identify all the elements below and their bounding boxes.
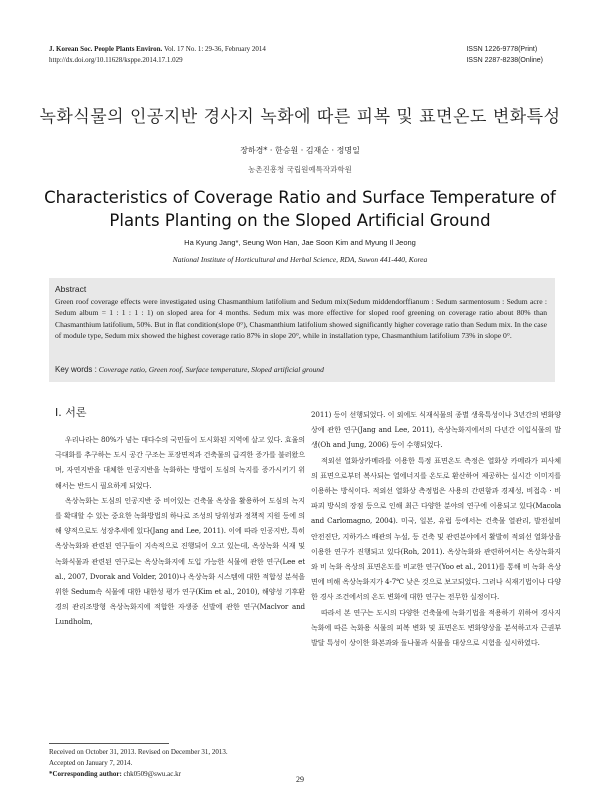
page-number: 29 bbox=[296, 775, 304, 784]
abstract-heading: Abstract bbox=[55, 284, 87, 294]
journal-header bbox=[49, 44, 266, 66]
corresponding-email[interactable]: chk0509@swu.ac.kr bbox=[123, 770, 181, 778]
journal-date: February 2014 bbox=[224, 45, 266, 53]
issn-block bbox=[466, 44, 543, 66]
left-column bbox=[55, 432, 305, 630]
intro-paragraph-4: 따라서 본 연구는 도시의 다양한 건축물에 녹화기법을 적용하기 위하여 경사지 녹화에 따른 녹화용 식물의 피복 변화 및 표면온도 변화양상을 분석하고자 근권부 발달 특성이 상이한 화본과와 돌나물과 식물을 대상으로 시험을 실시하였다. bbox=[311, 607, 561, 648]
issn-online: ISSN 2287-8238(Online) bbox=[466, 57, 543, 64]
english-authors: Ha Kyung Jang*, Seung Won Han, Jae Soon Kim and Myung Il Jeong bbox=[184, 238, 416, 247]
english-title bbox=[30, 186, 570, 232]
received-note: Received on October 31, 2013. Revised on December 31, 2013. bbox=[49, 748, 228, 756]
keywords-label: Key words : bbox=[55, 365, 97, 374]
intro-paragraph-1: 우리나라는 80%가 넘는 대다수의 국민들이 도시화된 지역에 살고 있다. 효율의 극대화를 추구하는 도시 공간 구조는 포장면적과 건축물의 급격한 증가를 불러왔으며, 자연지반을 대체한 인공지반을 녹화하는 방법이 도심의 녹지를 증가시키기 위해서는 반드시 필요하게 되었다. bbox=[55, 435, 305, 490]
intro-paragraph-continued: 2011) 등이 선행되었다. 이 외에도 식재식물의 종별 생육특성이나 3년간의 변화양상에 관한 연구(Jang and Lee, 2011), 옥상녹화지에서의 다년간 이입식물의 발생(Oh and Jung, 2006) 등이 수행되었다. bbox=[311, 410, 561, 450]
doi-link[interactable]: http://dx.doi.org/10.11628/ksppe.2014.17.1.029 bbox=[49, 56, 183, 64]
english-title-line2: Plants Planting on the Sloped Artificial Ground bbox=[109, 211, 491, 230]
abstract-text: Green roof coverage effects were investigated using Chasmanthium latifolium and Sedum mix(Sedum middendorffianum : Sedum sarmentosum : Sedum acre : Sedum album = 1 : 1 : 1 : 1) on sloped area for 4 months. Sedum mix was more effective for sloped roof greening on coverage ratio about 80% than Chasmanthium latifolium, 50%. But in flat condition(slope 0°), Chasmanthium latifolium showed significantly higher coverage ratio than Sedum mix. In the case of module type, Sedum mix showed the highest coverage ratio 87% in slope 20°, while in installation type, Chasmanthium latifolium 73% in slope 0°. bbox=[55, 297, 547, 341]
intro-paragraph-3: 적외선 열화상카메라를 이용한 특정 표면온도 측정은 열화상 카메라가 피사체의 표면으로부터 복사되는 열에너지를 온도로 환산하여 제공하는 실시간 이미지를 이용하는 방식이다. 적외선 열화상 측정법은 사용의 간편함과 경제성, 비접촉 · 비파괴 방식의 장점 등으로 인해 최근 다양한 분야의 연구에 이용되고 있다(Macola and Carlomagno, 2004). 미국, 일본, 유럽 등에서는 건축물 열관리, 발전설비 안전진단, 지하가스 배관의 누설, 등 건축 및 관련분야에서 활발히 적외선 열화상을 이용한 연구가 진행되고 있다(Roh, 2011). 옥상녹화와 관련하여서는 옥상녹화지와 비 녹화 옥상의 표면온도를 비교한 연구(Yoo et al., 2011)를 통해 비 녹화 옥상면에 비해 옥상녹화지가 4-7℃ 낮은 것으로 보고되었다. 그러나 식재기법이나 다양한 경사 조건에서의 온도 변화에 대한 연구는 전무한 실정이다. bbox=[311, 455, 561, 602]
keywords bbox=[55, 365, 324, 374]
right-column bbox=[311, 407, 561, 650]
korean-authors: 장하경* · 한승원 · 김재순 · 정명일 bbox=[240, 146, 360, 155]
keywords-value: Coverage ratio, Green roof, Surface temperature, Sloped artificial ground bbox=[98, 365, 324, 374]
corresponding-label: *Corresponding author: bbox=[49, 770, 122, 778]
footnote-divider bbox=[49, 743, 169, 744]
korean-title: 녹화식물의 인공지반 경사지 녹화에 따른 피복 및 표면온도 변화특성 bbox=[39, 107, 561, 127]
intro-paragraph-2: 옥상녹화는 도심의 인공지반 중 비어있는 건축물 옥상을 활용하여 도심의 녹지를 확대할 수 있는 중요한 녹화방법의 하나로 조성의 당위성과 정책적 지원 등에 의해 양적으로도 성장추세에 있다(Jang and Lee, 2011). 이에 따라 인공지반, 특히 옥상녹화와 관련된 연구들이 지속적으로 진행되어 오고 있는데, 옥상녹화 식재 및 녹화식물과 관련된 연구로는 옥상녹화지에 도입 가능한 식물에 관한 연구(Lee et al., 2007, Dvorak and Volder, 2010)나 옥상녹화 시스템에 대한 적합성 분석을 위한 Sedum속 식물에 대한 내한성 평가 연구(Kim et al., 2010), 해양성 기후환경의 관리조방형 옥상녹화지에 적합한 자생종 선발에 관한 연구(Maclvor and Lundholm, bbox=[55, 495, 305, 627]
journal-name: J. Korean Soc. People Plants Environ. bbox=[49, 45, 163, 53]
issn-print: ISSN 1226-9778(Print) bbox=[466, 46, 538, 53]
section-title-introduction: Ⅰ. 서론 bbox=[55, 406, 87, 419]
english-title-line1: Characteristics of Coverage Ratio and Surface Temperature of bbox=[44, 188, 556, 207]
korean-affiliation: 농촌진흥청 국립원예특작과학원 bbox=[248, 165, 352, 174]
accepted-note: Accepted on January 7, 2014. bbox=[49, 759, 133, 767]
english-affiliation: National Institute of Horticultural and Herbal Science, RDA, Suwon 441-440, Korea bbox=[172, 255, 428, 264]
journal-volume: Vol. 17 No. 1: 29-36, bbox=[163, 45, 224, 53]
